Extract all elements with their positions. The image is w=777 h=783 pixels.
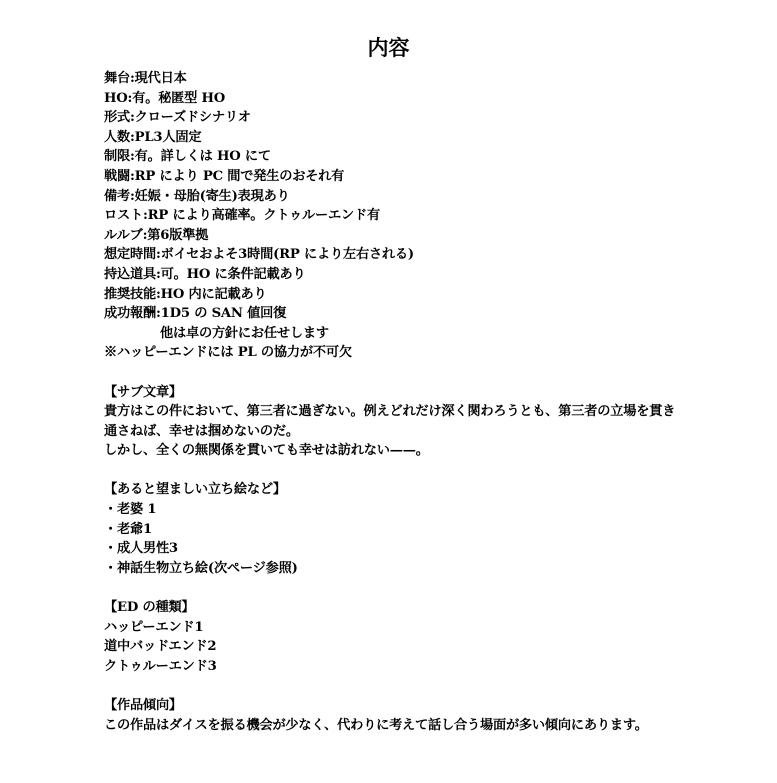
- overview-line-rulebook: ルルブ:第6版準拠: [104, 227, 209, 243]
- overview-line-restriction: 制限:有。詳しくは HO にて: [104, 149, 271, 165]
- section-gap: [104, 363, 704, 383]
- overview-line-lost: ロスト:RP により高確率。クトゥルーエンド有: [104, 208, 380, 224]
- overview-line-ho: HO:有。秘匿型 HO: [104, 90, 226, 106]
- endings-heading: 【ED の種類】: [104, 600, 195, 616]
- portraits-heading: 【あると望ましい立ち絵など】: [104, 482, 286, 498]
- overview-line-players: 人数:PL3人固定: [104, 129, 202, 145]
- sub-text-line: 貴方はこの件において、第三者に過ぎない。例えどれだけ深く関わろうとも、第三者の立場を貫き: [104, 404, 676, 420]
- overview-line-notes: 備考:妊娠・母胎(寄生)表現あり: [104, 188, 290, 204]
- endings-list-item: ハッピーエンド1: [104, 619, 204, 635]
- overview-line-skills: 推奨技能:HO 内に記載あり: [104, 286, 267, 302]
- sub-text-heading: 【サブ文章】: [104, 384, 182, 400]
- overview-line-items: 持込道具:可。HO に条件記載あり: [104, 266, 306, 282]
- tendency-heading: 【作品傾向】: [104, 698, 182, 713]
- overview-line-format: 形式:クローズドシナリオ: [104, 110, 251, 126]
- portraits-list-item: ・神話生物立ち絵(次ページ参照): [104, 560, 298, 576]
- overview-line-combat: 戦闘:RP により PC 間で発生のおそれ有: [104, 168, 345, 184]
- portraits-list-item: ・老婆 1: [104, 502, 157, 518]
- sub-text-line: しかし、全くの無関係を貫いても幸せは訪れない——。: [104, 443, 429, 459]
- overview-note: ※ハッピーエンドには PL の協力が不可欠: [104, 345, 352, 361]
- section-gap: [104, 676, 704, 696]
- overview-line-stage: 舞台:現代日本: [104, 71, 187, 86]
- page-title: 内容: [367, 36, 410, 60]
- portraits-list-item: ・老爺1: [104, 521, 152, 537]
- endings-list-item: クトゥルーエンド3: [104, 658, 217, 674]
- sub-text-line: 通さねば、幸せは掴めないのだ。: [104, 423, 299, 439]
- document-body: [104, 69, 704, 735]
- overview-line-time: 想定時間:ボイセおよそ3時間(RP により左右される): [104, 247, 414, 263]
- overview-line-reward-extra: 他は卓の方針にお任せします: [160, 325, 329, 341]
- tendency-text: この作品はダイスを振る機会が少なく、代わりに考えて話し合う場面が多い傾向にあります。: [104, 717, 648, 733]
- endings-list-item: 道中バッドエンド2: [104, 639, 217, 655]
- portraits-list-item: ・成人男性3: [104, 541, 178, 557]
- section-gap: [104, 461, 704, 481]
- section-gap: [104, 578, 704, 598]
- overview-line-reward: 成功報酬:1D5 の SAN 値回復: [104, 306, 287, 322]
